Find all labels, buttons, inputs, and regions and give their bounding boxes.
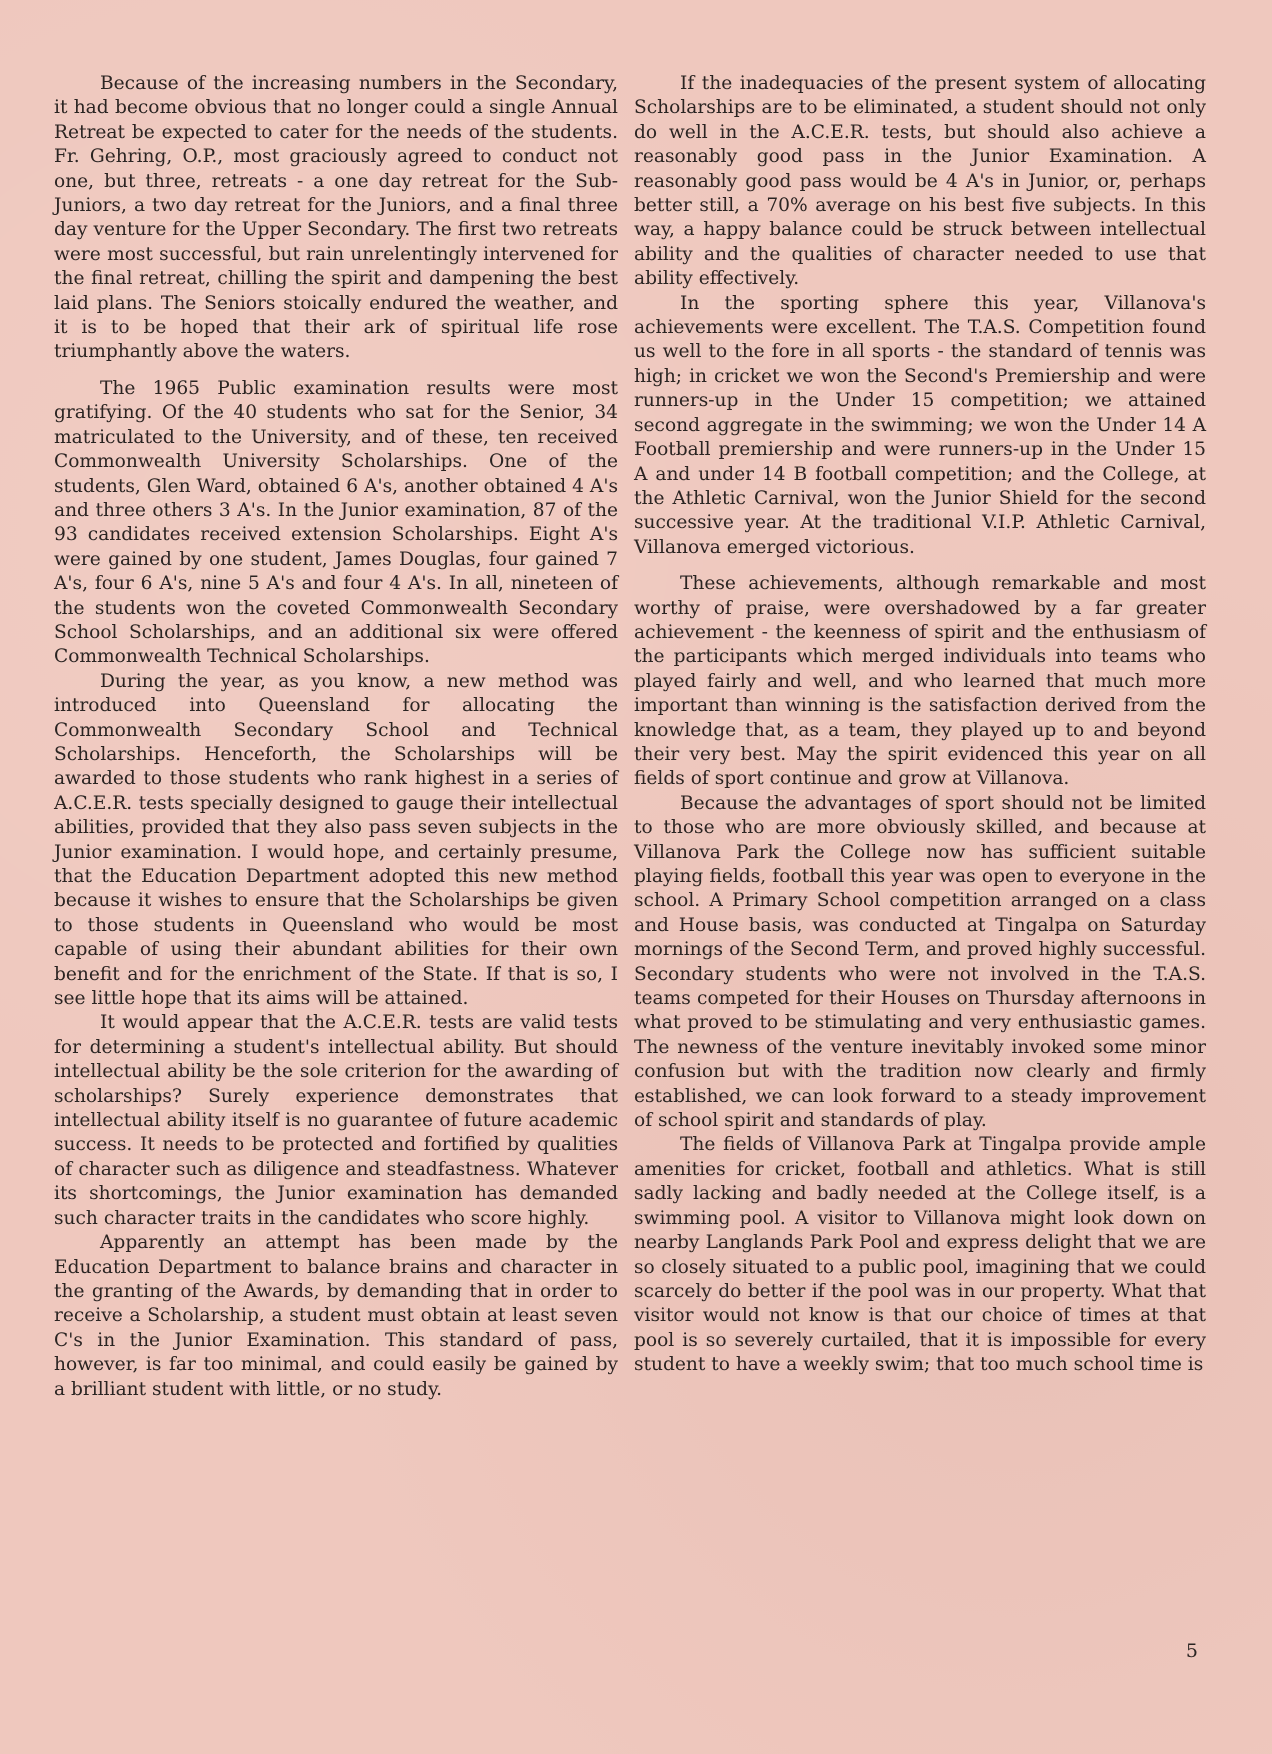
paragraph-new-method: During the year, as you know, a new method was introduced into Queensland for allocating the Commonwealth Secondary School and Technical Scholarships. Henceforth, the Scholarships will be awarded to those students who rank highest in a series of A.C.E.R. tests specially designed to gauge their intellectual abilities, provided that they also pass seven subjects in the Junior examination. I would hope, and certainly presume, that the Education Department adopted this new method because it wishes to ensure that the Scholarships be given to those students in Queensland who would be most capable of using their abundant abilities for their own benefit and for the enrichment of the State. If that is so, I see little hope that its aims will be attained. (54, 670, 618, 1010)
paragraph-sport-advantages: Because the advantages of sport should not be limited to those who are more obviously skilled, and because at Villanova Park the College now has sufficient suitable playing fields, football this year was open to everyone in the school. A Primary School competition arranged on a class and House basis, was conducted at Tingalpa on Saturday mornings of the Second Term, and proved highly successful. Secondary students who were not involved in the T.A.S. teams competed for their Houses on Thursday afternoons in what proved to be stimulating and very enthusiastic games. The newness of the venture inevitably invoked some minor confusion but with the tradition now clearly and firmly established, we can look forward to a steady improvement of school spirit and standards of play. (634, 792, 1206, 1132)
paragraph-retreats: Because of the increasing numbers in the Secondary, it had become obvious that no longer could a single Annual Retreat be expected to cater for the needs of the students. Fr. Gehring, O.P., most graciously agreed to conduct not one, but three, retreats - a one day retreat for the Sub-Juniors, a two day retreat for the Juniors, and a final three day venture for the Upper Secondary. The first two retreats were most successful, but rain unrelentingly intervened for the final retreat, chilling the spirit and dampening the best laid plans. The Seniors stoically endured the weather, and it is to be hoped that their ark of spiritual life rose triumphantly above the waters. (54, 73, 618, 363)
paragraph-inadequacies: If the inadequacies of the present system of allocating Scholarships are to be eliminated, a student should not only do well in the A.C.E.R. tests, but should also achieve a reasonably good pass in the Junior Examination. A reasonably good pass would be 4 A's in Junior, or, perhaps better still, a 70% average on his best five subjects. In this way, a happy balance could be struck between intellectual ability and the qualities of character needed to use that ability effectively. (634, 73, 1206, 290)
paragraph-achievements: These achievements, although remarkable and most worthy of praise, were overshadowed by a far greater achievement - the keenness of spirit and the enthusiasm of the participants which merged individuals into teams who played fairly and well, and who learned that much more important than winning is the satisfaction derived from the knowledge that, as a team, they played up to and beyond their very best. May the spirit evidenced this year on all fields of sport continue and grow at Villanova. (634, 573, 1206, 790)
right-column (634, 72, 1206, 1378)
left-column (54, 72, 618, 1402)
paragraph-exam-results: The 1965 Public examination results were most gratifying. Of the 40 students who sat for the Senior, 34 matriculated to the University, and of these, ten received Commonwealth University Scholarships. One of the students, Glen Ward, obtained 6 A's, another obtained 4 A's and three others 3 A's. In the Junior examination, 87 of the 93 candidates received extension Scholarships. Eight A's were gained by one student, James Douglas, four gained 7 A's, four 6 A's, nine 5 A's and four 4 A's. In all, nineteen of the students won the coveted Commonwealth Secondary School Scholarships, and an additional six were offered Commonwealth Technical Scholarships. (54, 377, 618, 668)
paragraph-sporting-sphere: In the sporting sphere this year, Villanova's achievements were excellent. The T.A.S. Competition found us well to the fore in all sports - the standard of tennis was high; in cricket we won the Second's Premiership and were runners-up in the Under 15 competition; we attained second aggregate in the swimming; we won the Under 14 A Football premiership and were runners-up in the Under 15 A and under 14 B football competition; and the College, at the Athletic Carnival, won the Junior Shield for the second successive year. At the traditional V.I.P. Athletic Carnival, Villanova emerged victorious. (634, 292, 1206, 558)
page-number: 5 (1185, 1640, 1198, 1662)
paragraph-balance-brains: Apparently an attempt has been made by the Education Department to balance brains and character in the granting of the Awards, by demanding that in order to receive a Scholarship, a student must obtain at least seven C's in the Junior Examination. This standard of pass, however, is far too minimal, and could easily be gained by a brilliant student with little, or no study. (54, 1232, 618, 1400)
paragraph-acer-tests: It would appear that the A.C.E.R. tests are valid tests for determining a student's intellectual ability. But should intellectual ability be the sole criterion for the awarding of scholarships? Surely experience demonstrates that intellectual ability itself is no guarantee of future academic success. It needs to be protected and fortified by qualities of character such as diligence and steadfastness. Whatever its shortcomings, the Junior examination has demanded such character traits in the candidates who score highly. (54, 1012, 618, 1229)
paragraph-fields-villanova: The fields of Villanova Park at Tingalpa provide ample amenities for cricket, football and athletics. What is still sadly lacking and badly needed at the College itself, is a swimming pool. A visitor to Villanova might look down on nearby Langlands Park Pool and express delight that we are so closely situated to a public pool, imagining that we could scarcely do better if the pool was in our property. What that visitor would not know is that our choice of times at that pool is so severely curtailed, that it is impossible for every student to have a weekly swim; that too much school time is (634, 1134, 1206, 1376)
